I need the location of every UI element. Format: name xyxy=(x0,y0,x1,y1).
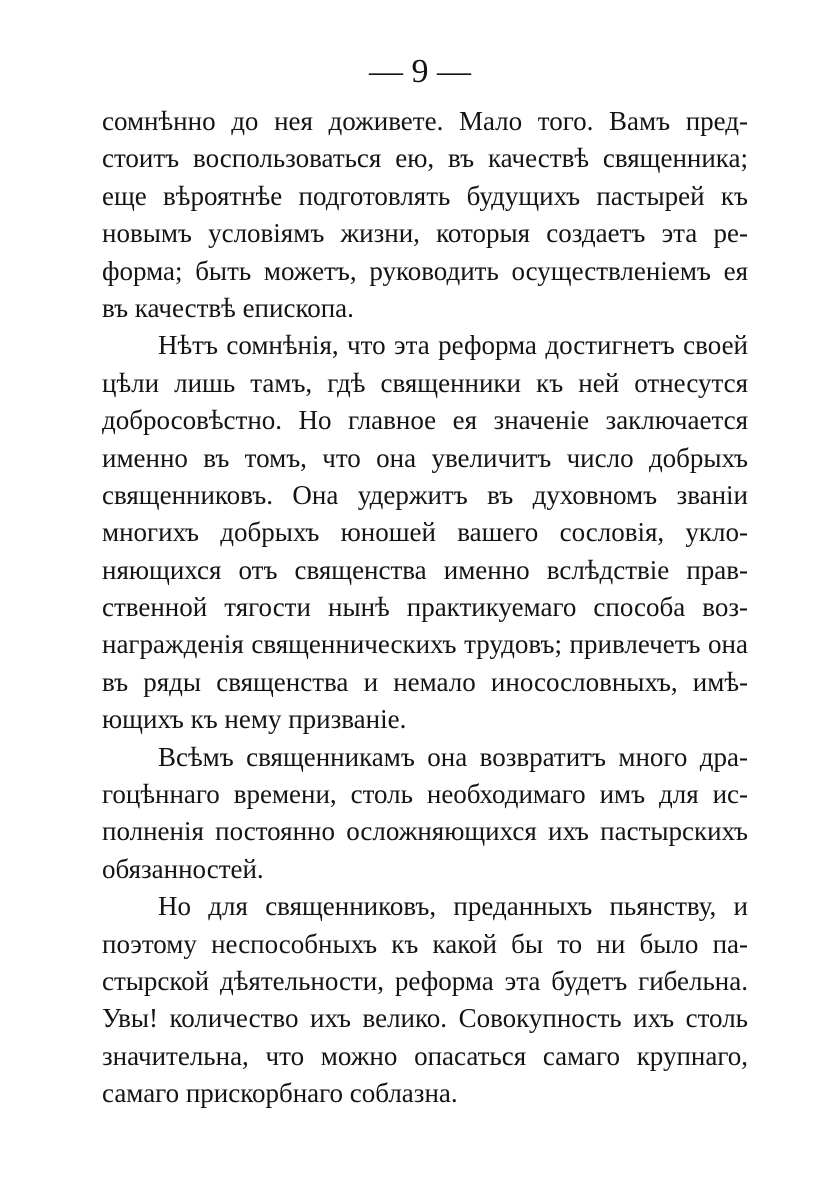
text-line: сомнѣнно до нея доживете. Мало того. Вамъ пред- xyxy=(102,106,748,136)
text-line: гоцѣннаго времени, столь необходимаго имъ для ис- xyxy=(102,779,748,810)
page-number: — 9 — xyxy=(369,53,471,90)
text-line: ющихъ къ нему призваніе. xyxy=(102,704,407,735)
text-line: няющихся отъ священства именно вслѣдствіе прав- xyxy=(102,554,748,585)
text-line: въ качествѣ епископа. xyxy=(102,292,354,323)
paragraph-3 xyxy=(102,739,748,889)
text-line: именно въ томъ, что она увеличитъ число добрыхъ xyxy=(102,442,748,473)
text-line: еще вѣроятнѣе подготовлять будущихъ пастырей къ xyxy=(102,180,748,211)
text-line: самаго прискорбнаго соблазна. xyxy=(102,1078,458,1109)
text-line: форма; быть можетъ, руководить осуществленіемъ ея xyxy=(102,255,748,286)
text-line: значительна, что можно опасаться самаго крупнаго, xyxy=(102,1040,748,1071)
text-line: награжденія священническихъ трудовъ; привлечетъ она xyxy=(102,629,748,660)
text-line: добросовѣстно. Но главное ея значеніе заключается xyxy=(102,405,748,436)
text-line: стырской дѣятельности, реформа эта будетъ гибельна. xyxy=(102,965,748,996)
text-line: священниковъ. Она удержитъ въ духовномъ званіи xyxy=(102,479,748,510)
paragraph-1 xyxy=(102,103,748,327)
text-line: стоитъ воспользоваться ею, въ качествѣ священника; xyxy=(102,143,748,174)
paragraph-4 xyxy=(102,888,748,1112)
text-line: въ ряды священства и немало иносословныхъ, имѣ- xyxy=(102,666,748,697)
text-line: ственной тягости нынѣ практикуемаго способа воз- xyxy=(102,592,748,623)
text-line: поэтому неспособныхъ къ какой бы то ни было па- xyxy=(102,928,748,959)
text-line: обязанностей. xyxy=(102,853,264,884)
text-line: Увы! количество ихъ велико. Совокупность ихъ столь xyxy=(102,1003,748,1034)
text-body xyxy=(102,103,748,1113)
text-line: Всѣмъ священникамъ она возвратитъ много дра- xyxy=(158,741,748,772)
text-line: многихъ добрыхъ юношей вашего сословія, укло- xyxy=(102,517,748,548)
text-line: Нѣтъ сомнѣнія, что эта реформа достигнетъ своей xyxy=(158,330,748,361)
text-line: новымъ условіямъ жизни, которыя создаетъ эта ре- xyxy=(102,218,748,249)
text-line: цѣли лишь тамъ, гдѣ священники къ ней отнесутся xyxy=(102,367,748,398)
text-line: Но для священниковъ, преданныхъ пьянству, и xyxy=(158,891,748,922)
text-line: полненія постоянно осложняющихся ихъ пастырскихъ xyxy=(102,816,748,847)
paragraph-2 xyxy=(102,327,748,738)
